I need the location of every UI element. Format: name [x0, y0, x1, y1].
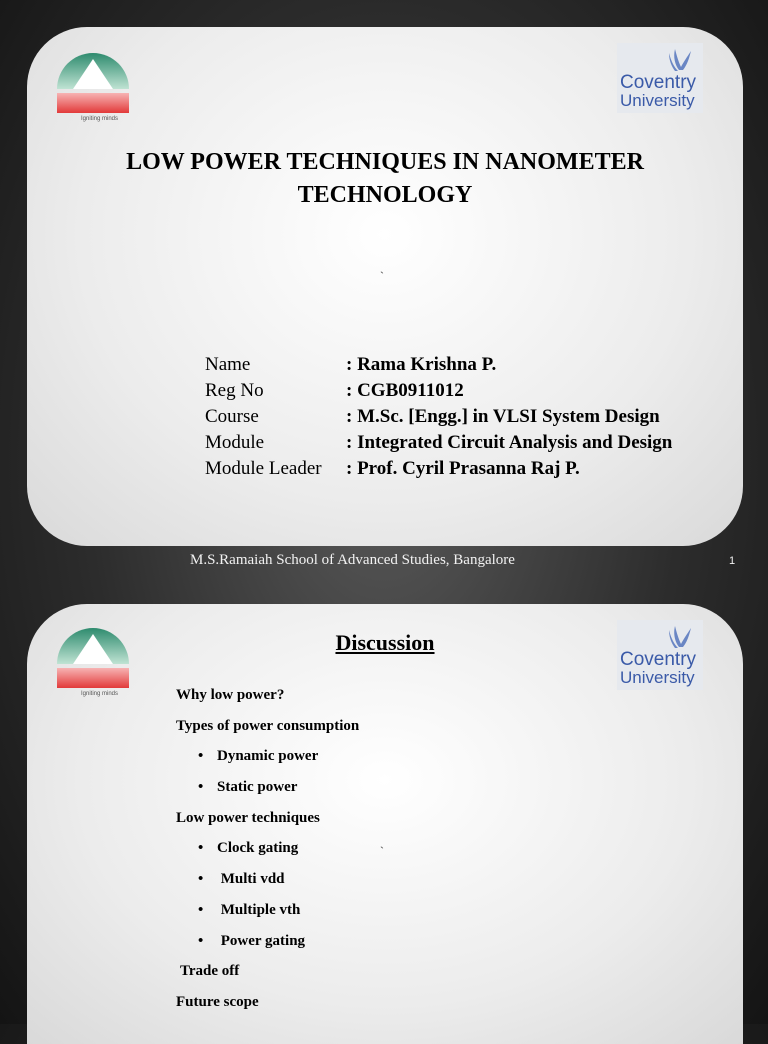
list-item: • Power gating [176, 926, 359, 957]
msrsas-logo [55, 49, 131, 127]
page-number: 1 [729, 555, 736, 567]
info-label: Module Leader [205, 458, 322, 479]
list-item: Types of power consumption [176, 717, 360, 734]
info-row-course [205, 404, 672, 430]
logo-text-coventry: Coventry [620, 649, 697, 670]
info-row-leader [205, 456, 672, 482]
list-item: Low power techniques [176, 809, 320, 826]
list-item: Trade off [180, 963, 240, 980]
info-row-module [205, 430, 672, 456]
triangle-logo-icon [55, 49, 131, 115]
info-label: Name [205, 354, 251, 375]
stray-mark: ` [380, 269, 384, 283]
info-row-name [205, 352, 672, 378]
logo-text-university: University [620, 91, 695, 110]
slide-title [27, 146, 743, 212]
list-item: • Static power [176, 772, 359, 803]
info-value: : Rama Krishna P. [346, 354, 497, 375]
list-item: Future scope [176, 993, 259, 1010]
title-line-2: TECHNOLOGY [297, 182, 473, 208]
student-info [205, 352, 672, 482]
list-item: • Dynamic power [176, 741, 359, 772]
logo-text-coventry: Coventry [620, 72, 697, 93]
bullet-icon: • [198, 840, 204, 857]
coventry-university-logo [617, 43, 703, 113]
info-value: : Integrated Circuit Analysis and Design [346, 432, 673, 453]
discussion-slide [27, 604, 743, 1044]
title-line-1: LOW POWER TECHNIQUES IN NANOMETER [126, 149, 644, 175]
discussion-list [176, 680, 359, 1018]
bullet-icon: • [198, 932, 204, 949]
title-slide [27, 27, 743, 546]
list-item: Why low power? [176, 687, 285, 703]
info-value: : CGB0911012 [346, 380, 464, 401]
info-label: Module [205, 432, 265, 453]
bullet-icon: • [198, 748, 204, 765]
logo-text-university: University [620, 668, 695, 687]
list-item: • Multi vdd [176, 864, 359, 895]
info-row-reg [205, 378, 672, 404]
slide-footer: M.S.Ramaiah School of Advanced Studies, Bangalore [190, 552, 515, 568]
logo-tagline: Igniting minds [81, 116, 119, 122]
info-label: Reg No [205, 380, 264, 401]
stray-mark: ` [380, 844, 384, 858]
info-label: Course [205, 406, 259, 427]
bullet-icon: • [198, 901, 204, 918]
bullet-icon: • [198, 871, 204, 888]
list-item: • Clock gating [176, 833, 359, 864]
list-item: • Multiple vth [176, 895, 359, 926]
info-value: : Prof. Cyril Prasanna Raj P. [346, 458, 580, 479]
logo-tagline: Igniting minds [81, 691, 119, 697]
bullet-icon: • [198, 779, 204, 796]
discussion-title: Discussion [335, 630, 435, 655]
info-value: : M.Sc. [Engg.] in VLSI System Design [346, 406, 660, 427]
